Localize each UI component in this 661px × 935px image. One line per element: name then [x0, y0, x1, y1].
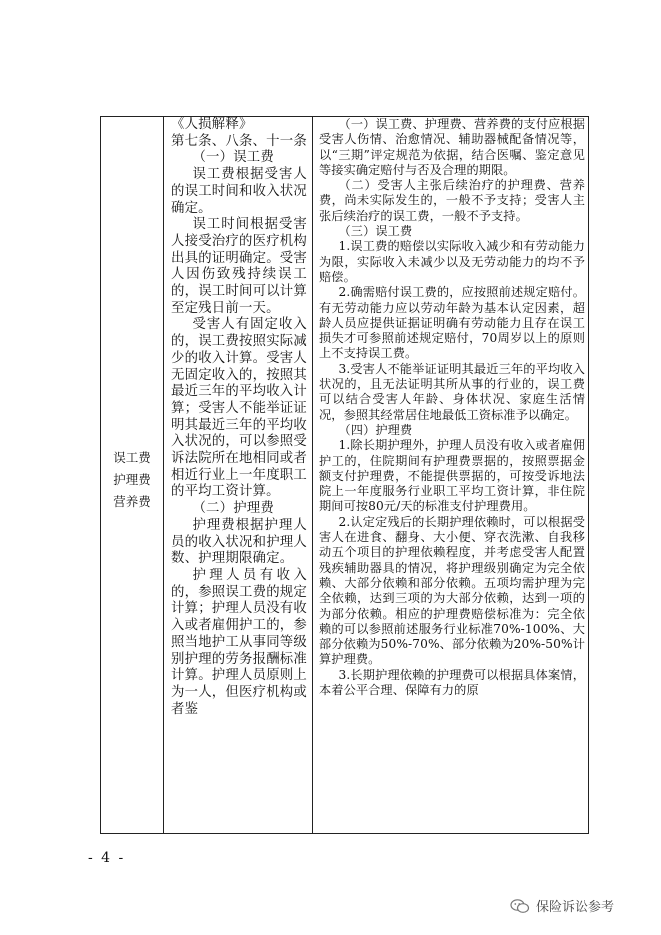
basis-paragraph: 《人损解释》	[171, 117, 253, 132]
document-table	[100, 116, 589, 834]
basis-paragraph: （二）护理费	[192, 501, 274, 517]
detail-paragraph: 1.除长期护理外，护理人员没有收入或者雇佣护工的，住院期间有护理费票据的，按照票据金额支付护理费，不能提供票据的，可按受诉地法院上一年度服务行业职工平均工资计算，非住院期间可按80元/天的标准支付护理费用。	[319, 438, 585, 514]
category-line: 护理费	[113, 472, 151, 487]
watermark	[510, 896, 614, 915]
basis-paragraph: 护理费根据护理人员的收入状况和护理人数、护理期限确定。	[171, 517, 307, 567]
watermark-text: 保险诉讼参考	[536, 900, 615, 915]
detail-paragraph: 3.受害人不能举证证明其最近三年的平均收入状况的，且无法证明其所从事的行业的，误工费可以结合受害人年龄、身体状况、家庭生活情况，参照其经常居住地最低工资标准予以确定。	[319, 361, 585, 422]
basis-paragraph: 第七条、八条、十一条	[171, 133, 307, 149]
handling-detail-column	[319, 117, 585, 833]
detail-paragraph: （三）误工费	[338, 224, 413, 239]
column-divider	[312, 117, 313, 833]
category-cell	[101, 447, 163, 513]
basis-paragraph: 误工费根据受害人的误工时间和收入状况确定。	[171, 167, 307, 216]
detail-paragraph: （四）护理费	[338, 422, 413, 437]
detail-paragraph: （二）受害人主张后续治疗的护理费、营养费，尚未实际发生的，一般不予支持；受害人主张后续治疗的误工费，一般不予支持。	[319, 178, 585, 223]
basis-paragraph: 受害人有固定收入的，误工费按照实际减少的收入计算。受害人无固定收入的，按照其最近三年的平均收入计算；受害人不能举证证明其最近三年的平均收入状况的，可以参照受诉法院所在地相同或者相近行业上一年度职工的平均工资计算。	[171, 317, 307, 500]
column-divider	[163, 117, 164, 833]
basis-paragraph: 误工时间根据受害人接受治疗的医疗机构出具的证明确定。受害人因伤致残持续误工的，误工时间可以计算至定残日前一天。	[171, 217, 307, 316]
detail-paragraph: 1.误工费的赔偿以实际收入减少和有劳动能力为限，实际收入未减少以及无劳动能力的均不予赔偿。	[319, 239, 585, 284]
category-line: 营养费	[113, 494, 151, 509]
wechat-icon	[510, 898, 530, 914]
detail-paragraph: （一）误工费、护理费、营养费的支付应根据受害人伤情、治愈情况、辅助器械配备情况等，以“三期”评定规范为依据，结合医嘱、鉴定意见等接实确定赔付与否及合理的期限。	[319, 117, 585, 177]
basis-paragraph: （一）误工费	[192, 150, 274, 166]
category-line: 误工费	[113, 450, 151, 465]
basis-paragraph: 护理人员有收入的，参照误工费的规定计算；护理人员没有收入或者雇佣护工的，参照当地护工从事同等级别护理的劳务报酬标准计算。护理人员原则上为一人，但医疗机构或者鉴	[171, 567, 307, 717]
legal-basis-column	[171, 117, 307, 833]
detail-paragraph: 2.认定定残后的长期护理依赖时，可以根据受害人在进食、翻身、大小便、穿衣洗漱、自我移动五个项目的护理依赖程度，并考虑受害人配置残疾辅助器具的情况，将护理级别确定为完全依赖、大部分依赖和部分依赖。五项均需护理为完全依赖，达到三项的为大部分依赖，达到一项的为部分依赖。相应的护理费赔偿标准为：完全依赖的可以参照前述服务行业标准70%-100%、大部分依赖为50%-70%、部分依赖为20%-50%计算护理费。	[319, 514, 585, 667]
detail-paragraph: 2.确需赔付误工费的，应按照前述规定赔付。有无劳动能力应以劳动年龄为基本认定因素，超龄人员应提供证据证明确有劳动能力且存在误工损失才可参照前述规定赔付，70周岁以上的原则上不支持误工费。	[319, 285, 585, 361]
detail-paragraph: 3.长期护理依赖的护理费可以根据具体案情，本着公平合理、保障有力的原	[319, 667, 585, 697]
page-number: - 4 -	[88, 850, 126, 866]
